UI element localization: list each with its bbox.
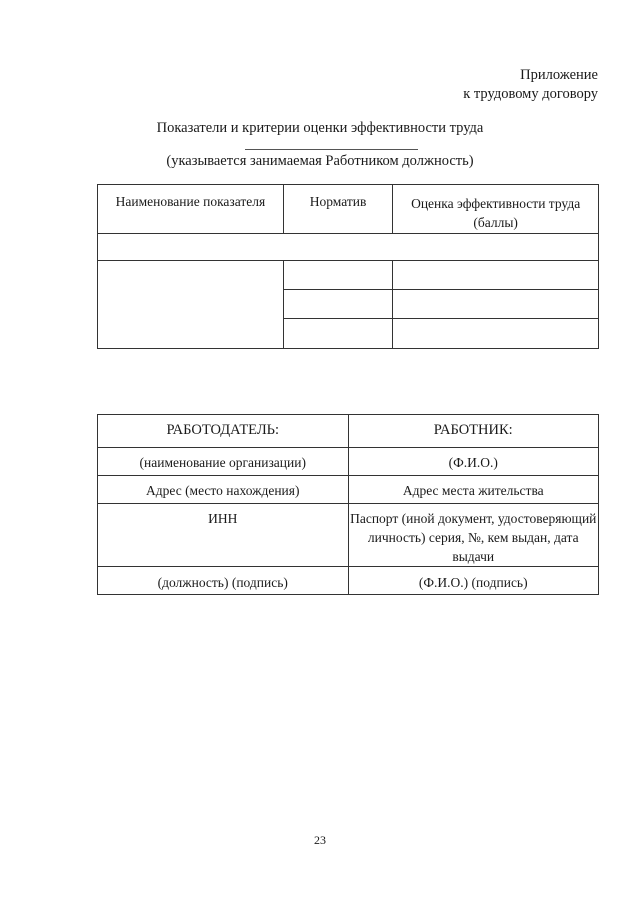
employee-document-field[interactable]: Паспорт (иной документ, удостоверяющий личность) серия, №, кем выдан, дата выдачи [348,504,599,567]
position-fill-line [245,149,418,150]
indicators-table [97,184,599,349]
employee-signature-field[interactable]: (Ф.И.О.) (подпись) [348,567,599,595]
table-row [98,261,599,290]
signatures-title-row [98,415,599,448]
employer-signature-field[interactable]: (должность) (подпись) [98,567,349,595]
employer-tax-id-field[interactable]: ИНН [98,504,349,567]
norm-cell[interactable] [283,319,392,349]
score-cell[interactable] [393,319,599,349]
employee-name-field[interactable]: (Ф.И.О.) [348,448,599,476]
employer-address-field[interactable]: Адрес (место нахождения) [98,476,349,504]
employee-address-field[interactable]: Адрес места жительства [348,476,599,504]
position-hint: (указывается занимаемая Работником должность) [166,153,474,169]
norm-cell[interactable] [283,290,392,319]
employer-name-field[interactable]: (наименование организации) [98,448,349,476]
appendix-line-1: Приложение [520,67,598,83]
indicators-group-cell[interactable] [98,234,599,261]
score-cell[interactable] [393,261,599,290]
appendix-header [463,66,598,104]
score-cell[interactable] [393,290,599,319]
indicators-group-row [98,234,599,261]
document-title: Показатели и критерии оценки эффективности труда [156,120,484,136]
signatures-address-row [98,476,599,504]
signatures-id-row [98,504,599,567]
employee-title: РАБОТНИК: [348,415,599,448]
header-indicator-name: Наименование показателя [98,185,284,234]
header-norm: Норматив [283,185,392,234]
signatures-name-row [98,448,599,476]
indicator-name-cell[interactable] [98,261,284,349]
signatures-sign-row [98,567,599,595]
employer-title: РАБОТОДАТЕЛЬ: [98,415,349,448]
norm-cell[interactable] [283,261,392,290]
signatures-table [97,414,599,595]
header-score: Оценка эффективности труда (баллы) [393,185,599,234]
page-number: 23 [314,833,326,847]
appendix-line-2: к трудовому договору [463,86,598,102]
indicators-header-row [98,185,599,234]
